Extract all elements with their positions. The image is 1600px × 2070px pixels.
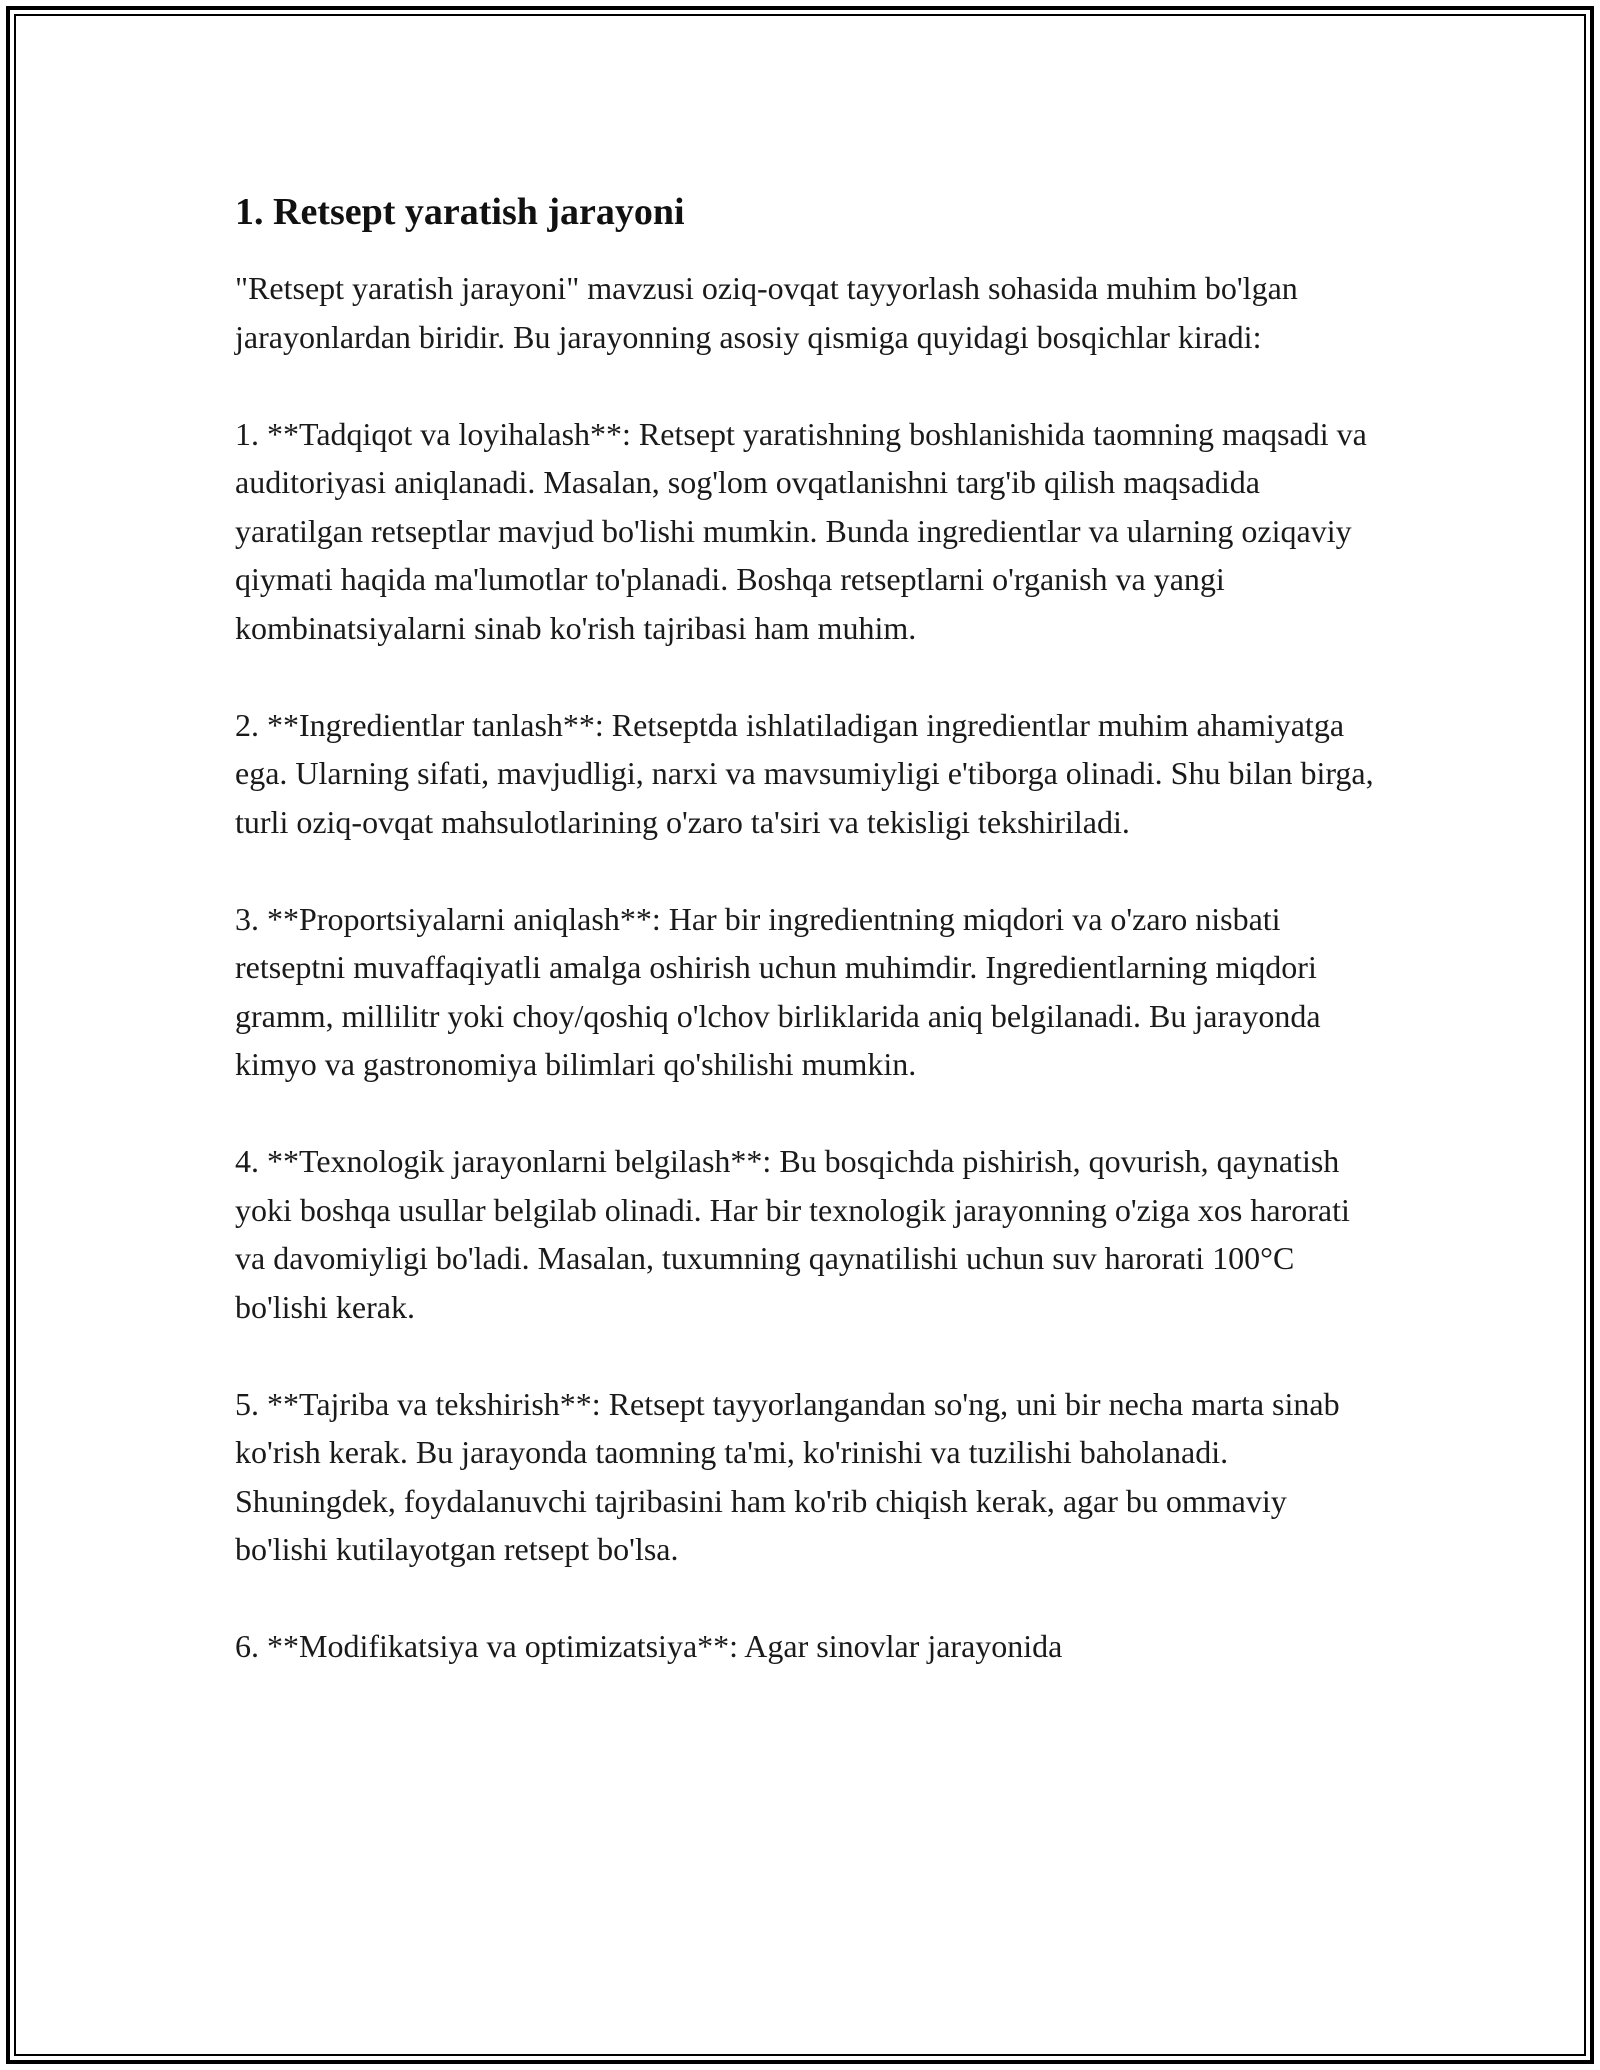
document-title: 1. Retsept yaratish jarayoni [235,191,685,233]
step-5-paragraph: 5. **Tajriba va tekshirish**: Retsept tayyorlangandan so'ng, uni bir necha marta sinab ko'rish kerak. Bu jarayonda taomning ta'mi, ko'rinishi va tuzilishi baholanadi. Shuningdek, foydalanuvchi tajribasini ham ko'rib chiqish kerak, agar bu ommaviy bo'lishi kutilayotgan retsept bo'lsa. [235,1385,1340,1567]
step-2-paragraph: 2. **Ingredientlar tanlash**: Retseptda ishlatiladigan ingredientlar muhim ahamiyatga ega. Ularning sifati, mavjudligi, narxi va mavsumiyligi e'tiborga olinadi. Shu bilan birga, turli oziq-ovqat mahsulotlarining o'zaro ta'siri va tekisligi tekshiriladi. [235,706,1374,840]
intro-paragraph: "Retsept yaratish jarayoni" mavzusi oziq-ovqat tayyorlash sohasida muhim bo'lgan jarayonlardan biridir. Bu jarayonning asosiy qismiga quyidagi bosqichlar kiradi: [235,270,1298,355]
step-6-paragraph: 6. **Modifikatsiya va optimizatsiya**: Agar sinovlar jarayonida [235,1628,1063,1664]
step-4-paragraph: 4. **Texnologik jarayonlarni belgilash**: Bu bosqichda pishirish, qovurish, qaynatish yoki boshqa usullar belgilab olinadi. Har bir texnologik jarayonning o'ziga xos harorati va davomiyligi bo'ladi. Masalan, tuxumning qaynatilishi uchun suv harorati 100°C bo'lishi kerak. [235,1143,1350,1325]
step-3-paragraph: 3. **Proportsiyalarni aniqlash**: Har bir ingredientning miqdori va o'zaro nisbati retseptni muvaffaqiyatli amalga oshirish uchun muhimdir. Ingredientlarning miqdori gramm, millilitr yoki choy/qoshiq o'lchov birliklarida aniq belgilanadi. Bu jarayonda kimyo va gastronomiya bilimlari qo'shilishi mumkin. [235,900,1321,1082]
document-body [235,186,1375,1671]
step-1-paragraph: 1. **Tadqiqot va loyihalash**: Retsept yaratishning boshlanishida taomning maqsadi va auditoriyasi aniqlanadi. Masalan, sog'lom ovqatlanishni targ'ib qilish maqsadida yaratilgan retseptlar mavjud bo'lishi mumkin. Bunda ingredientlar va ularning oziqaviy qiymati haqida ma'lumotlar to'planadi. Boshqa retseptlarni o'rganish va yangi kombinatsiyalarni sinab ko'rish tajribasi ham muhim. [235,415,1367,646]
